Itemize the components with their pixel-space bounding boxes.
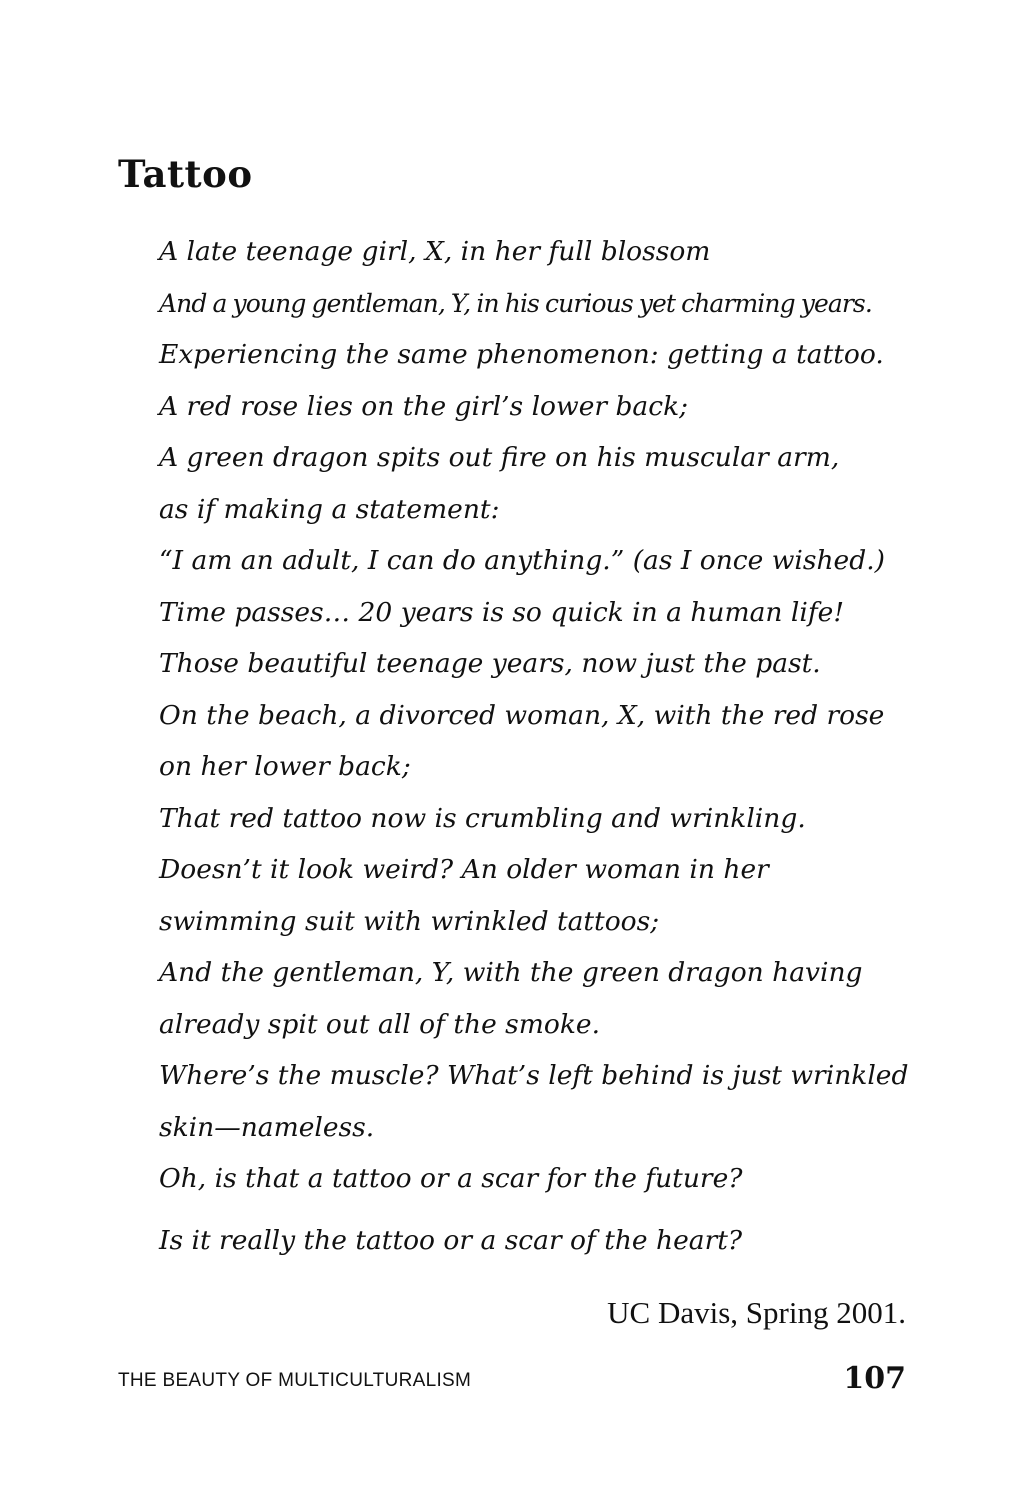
- poem-line: swimming suit with wrinkled tattoos;: [159, 905, 660, 937]
- poem-body: [159, 226, 919, 1266]
- poem-line: skin—nameless.: [159, 1111, 375, 1143]
- poem-line: Time passes… 20 years is so quick in a human life!: [159, 596, 844, 628]
- poem-attribution: UC Davis, Spring 2001.: [607, 1295, 906, 1330]
- poem-line: on her lower back;: [159, 751, 411, 782]
- poem-line: A green dragon spits out fire on his muscular arm,: [159, 442, 840, 473]
- poem-line: Where’s the muscle? What’s left behind is just wrinkled: [159, 1060, 909, 1091]
- poem-line: “I am an adult, I can do anything.” (as I once wished.): [159, 545, 885, 576]
- page-title: Tattoo: [118, 152, 253, 196]
- poem-line: already spit out all of the smoke.: [159, 1008, 601, 1040]
- poem-line: And a young gentleman, Y, in his curious yet charming years.: [159, 288, 872, 318]
- poem-line: A red rose lies on the girl’s lower back;: [159, 390, 689, 422]
- poem-line: On the beach, a divorced woman, X, with the red rose: [159, 699, 885, 731]
- page-number: 107: [843, 1361, 906, 1396]
- running-footer-title: THE BEAUTY OF MULTICULTURALISM: [118, 1370, 472, 1391]
- poem-line: A late teenage girl, X, in her full blossom: [159, 236, 711, 267]
- poem-line: Oh, is that a tattoo or a scar for the future?: [159, 1163, 743, 1194]
- poem-line: as if making a statement:: [159, 493, 500, 525]
- poem-line: Experiencing the same phenomenon: getting a tattoo.: [159, 339, 884, 370]
- poem-line: Those beautiful teenage years, now just the past.: [159, 648, 821, 679]
- poem-line: Is it really the tattoo or a scar of the heart?: [159, 1224, 743, 1256]
- poem-line: And the gentleman, Y, with the green dragon having: [159, 957, 863, 988]
- poem-line: That red tattoo now is crumbling and wrinkling.: [159, 802, 806, 834]
- poem-line: Doesn’t it look weird? An older woman in her: [159, 854, 769, 885]
